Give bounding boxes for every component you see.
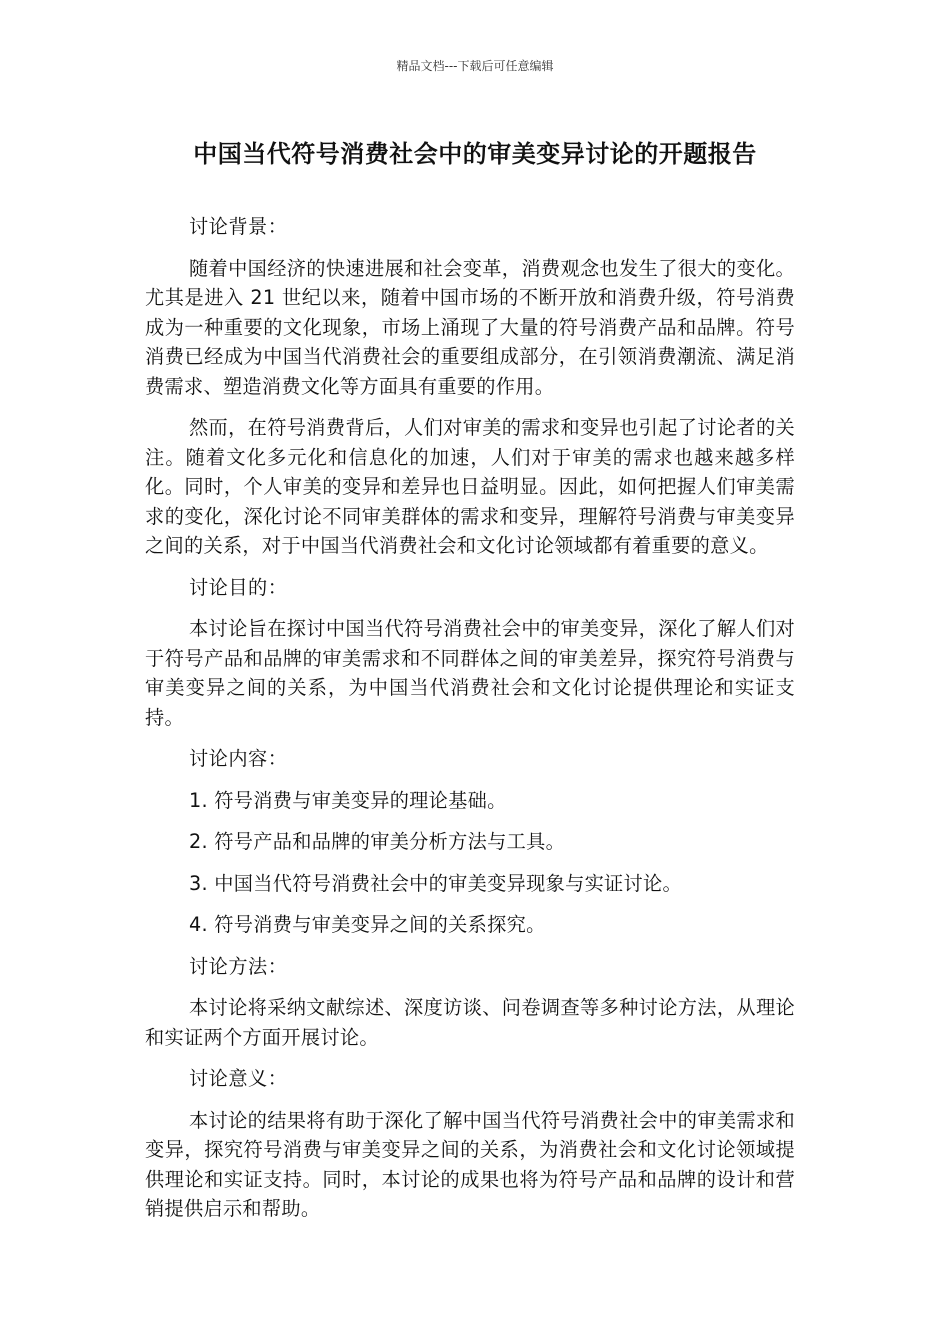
significance-paragraph: 本讨论的结果将有助于深化了解中国当代符号消费社会中的审美需求和变异，探究符号消费与审美变异之间的关系，为消费社会和文化讨论领域提供理论和实证支持。同时，本讨论的成果也将为符号产品和品牌的设计和营销提供启示和帮助。	[145, 1108, 795, 1220]
content-list-item: 2. 符号产品和品牌的审美分析方法与工具。	[189, 830, 566, 853]
document-body	[145, 212, 795, 1236]
header-watermark: 精品文档---下载后可任意编辑	[396, 59, 554, 73]
background-paragraph-1: 随着中国经济的快速进展和社会变革，消费观念也发生了很大的变化。尤其是进入 21 世纪以来，随着中国市场的不断开放和消费升级，符号消费成为一种重要的文化现象，市场上涌现了大量的符号消费产品和品牌。符号消费已经成为中国当代消费社会的重要组成部分，在引领消费潮流、满足消费需求、塑造消费文化等方面具有重要的作用。	[145, 256, 795, 398]
document-title: 中国当代符号消费社会中的审美变异讨论的开题报告	[193, 140, 757, 168]
content-list-item: 1. 符号消费与审美变异的理论基础。	[189, 788, 507, 812]
background-paragraph-2: 然而，在符号消费背后，人们对审美的需求和变异也引起了讨论者的关注。随着文化多元化和信息化的加速，人们对于审美的需求也越来越多样化。同时，个人审美的变异和差异也日益明显。因此，如何把握人们审美需求的变化，深化讨论不同审美群体的需求和变异，理解符号消费与审美变异之间的关系，对于中国当代消费社会和文化讨论领域都有着重要的意义。	[145, 416, 795, 557]
background-heading: 讨论背景：	[189, 215, 288, 238]
significance-heading: 讨论意义：	[189, 1067, 288, 1090]
purpose-heading: 讨论目的：	[189, 575, 288, 599]
purpose-paragraph: 本讨论旨在探讨中国当代符号消费社会中的审美变异，深化了解人们对于符号产品和品牌的审美需求和不同群体之间的审美差异，探究符号消费与审美变异之间的关系，为中国当代消费社会和文化讨论提供理论和实证支持。	[145, 617, 795, 729]
content-list-item: 4. 符号消费与审美变异之间的关系探究。	[189, 913, 546, 936]
content-list-item: 3. 中国当代符号消费社会中的审美变异现象与实证讨论。	[189, 871, 683, 895]
method-heading: 讨论方法：	[189, 954, 288, 978]
method-paragraph: 本讨论将采纳文献综述、深度访谈、问卷调查等多种讨论方法，从理论和实证两个方面开展讨论。	[145, 996, 795, 1049]
content-heading: 讨论内容：	[189, 747, 288, 770]
